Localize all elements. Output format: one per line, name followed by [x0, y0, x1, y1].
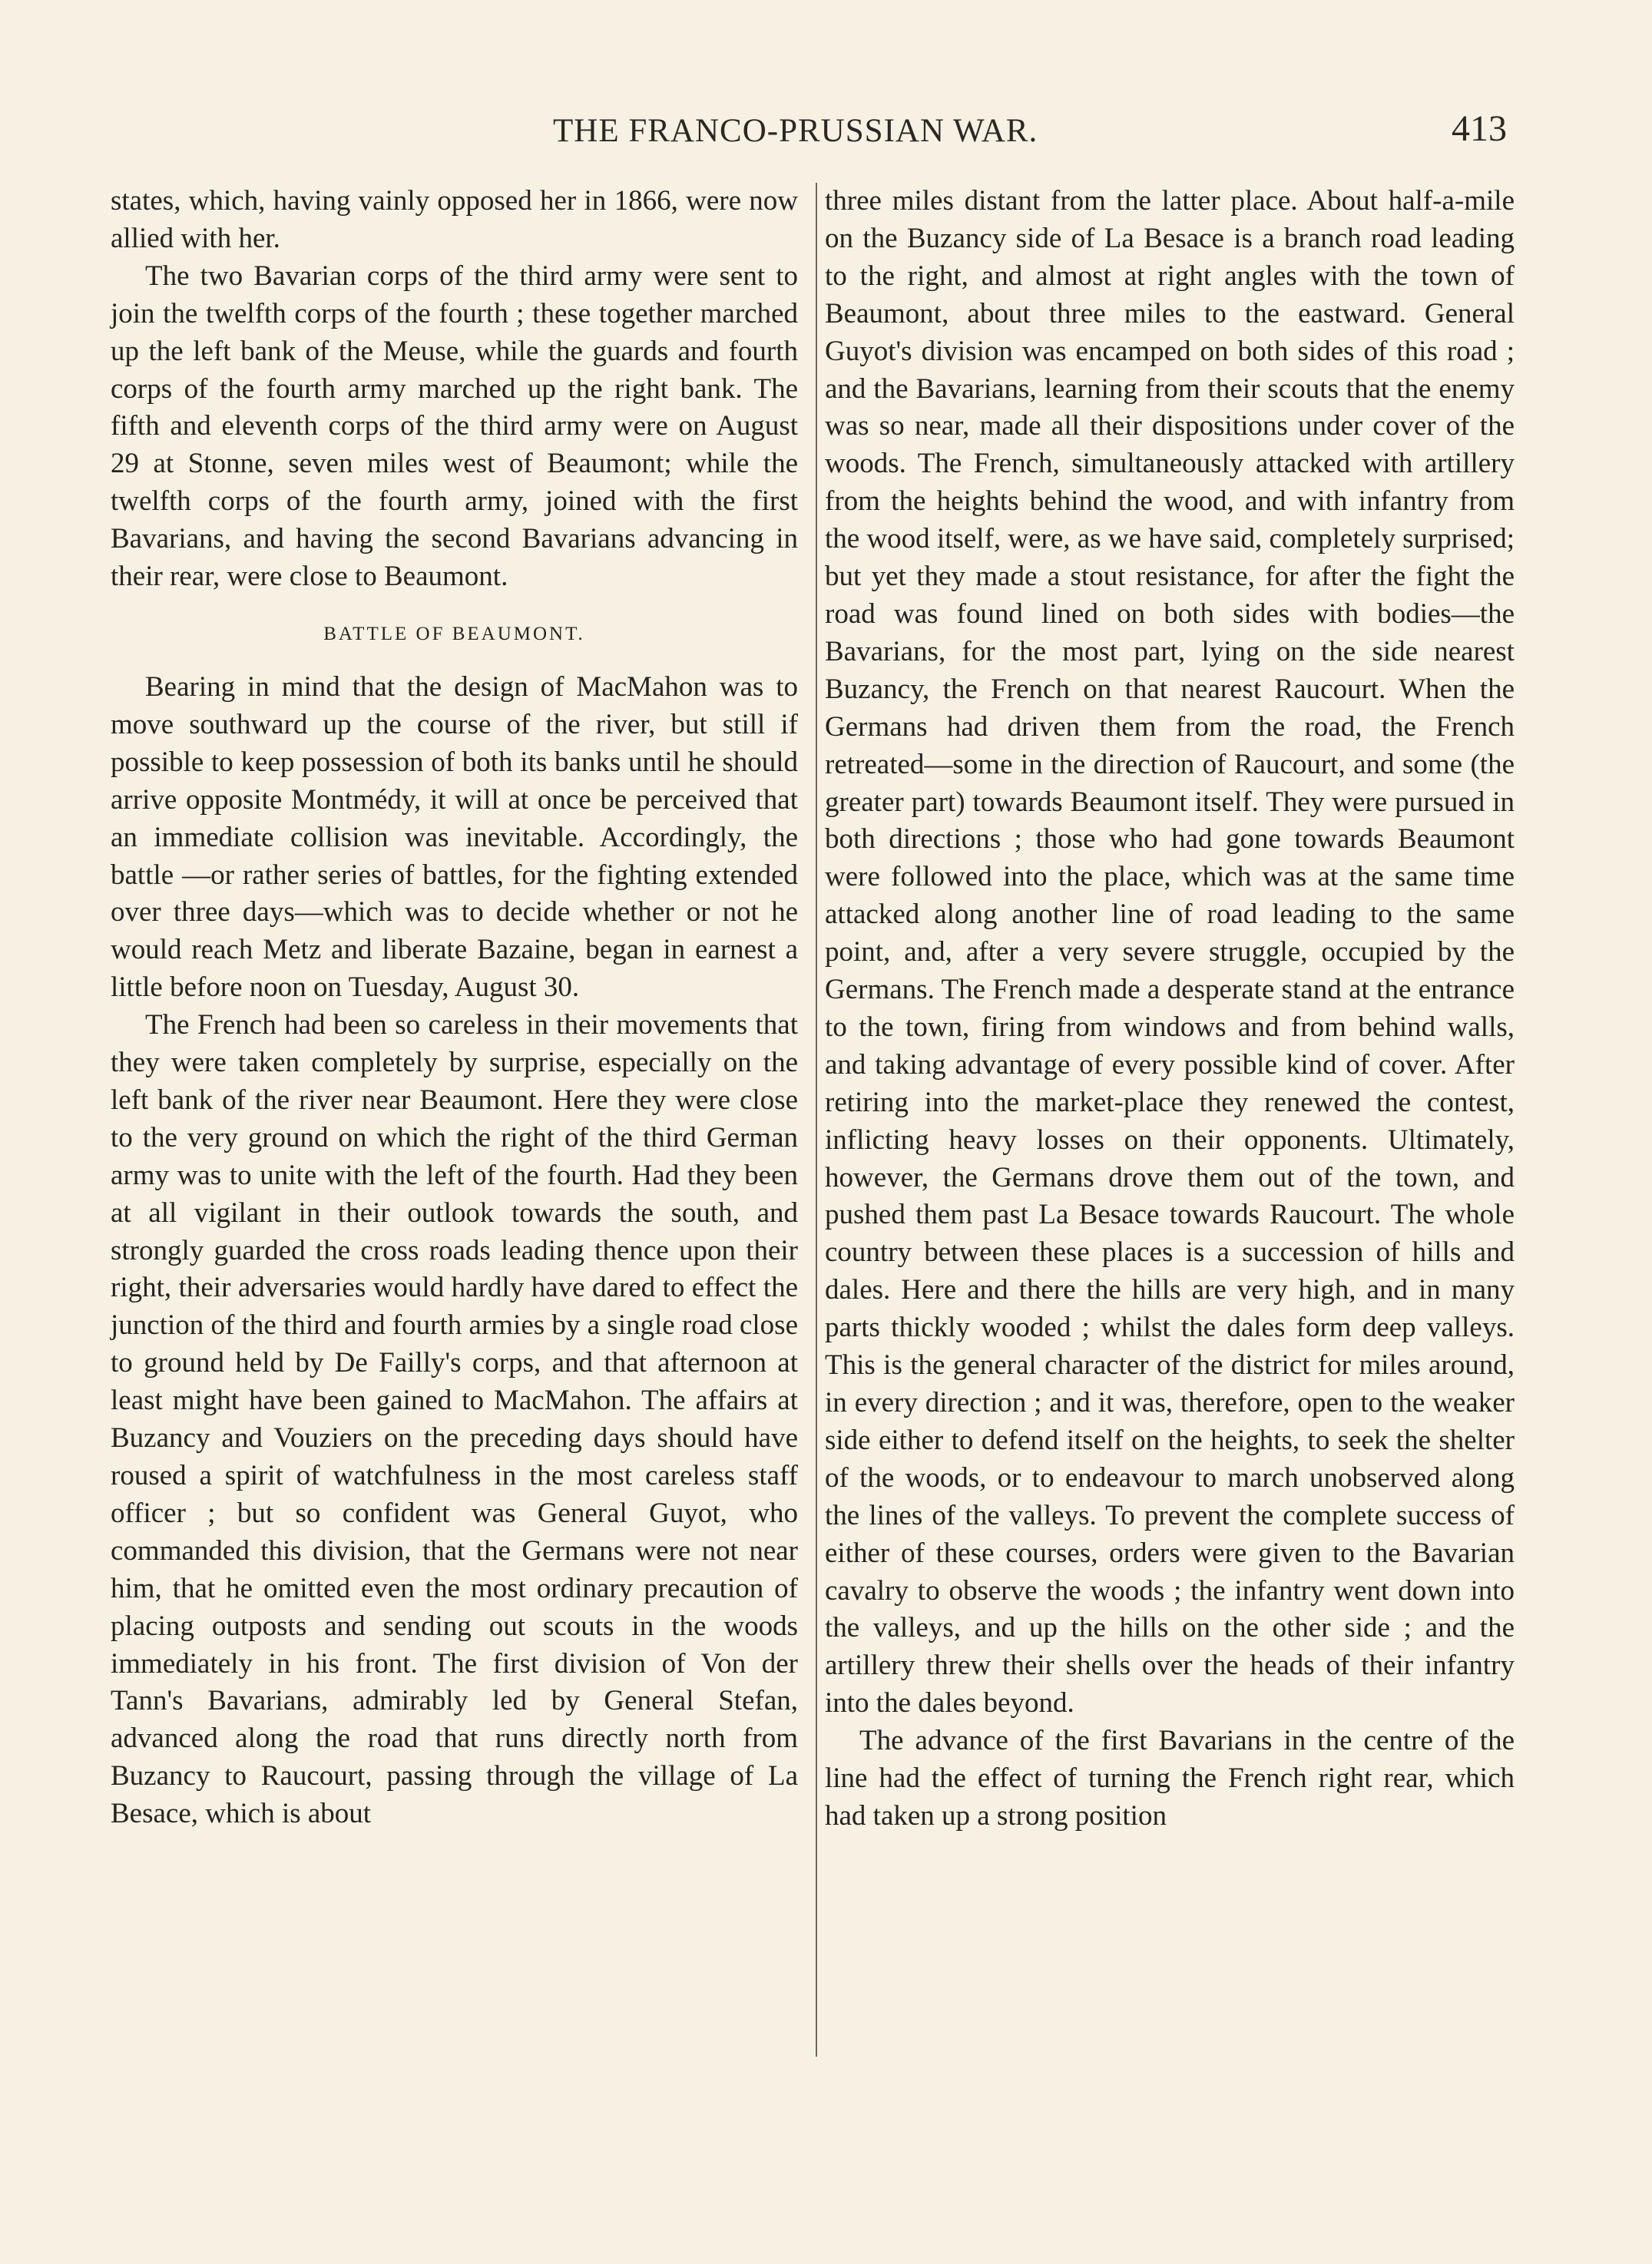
paragraph: The two Bavarian corps of the third army were sent to join the twelfth corps of the fourth ; these together marched up the left bank of the Meuse, while the guards and fourth corps of the fourth army marched up the right bank. The fifth and eleventh corps of the third army were on August 29 at Stonne, seven miles west of Beaumont; while the twelfth corps of the fourth army, joined with the first Bavarians, and having the second Bavarians advancing in their rear, were close to Beaumont.: [111, 260, 798, 593]
right-column: [825, 183, 1515, 1835]
page-number: 413: [1452, 108, 1507, 149]
left-column: [111, 183, 798, 1833]
column-divider: [816, 183, 817, 2057]
running-title: THE FRANCO-PRUSSIAN WAR.: [553, 113, 1038, 149]
section-heading: BATTLE OF BEAUMONT.: [323, 623, 585, 644]
paragraph: The advance of the first Bavarians in the centre of the line had the effect of turning the French right rear, which had taken up a strong position: [825, 1725, 1515, 1832]
paragraph: Bearing in mind that the design of MacMahon was to move southward up the course of the river, but still if possible to keep possession of both its banks until he should arrive opposite Montmédy, it will at once be perceived that an immediate collision was inevitable. Accordingly, the battle —or rather series of battles, for the fighting extended over three days—which was to decide whether or not he would reach Metz and liberate Bazaine, began in earnest a little before noon on Tuesday, August 30.: [111, 670, 798, 1004]
paragraph: three miles distant from the latter place. About half-a-mile on the Buzancy side of La Besace is a branch road leading to the right, and almost at right angles with the town of Beaumont, about three miles to the eastward. General Guyot's division was encamped on both sides of this road ; and the Bavarians, learning from their scouts that the enemy was so near, made all their dispositions under cover of the woods. The French, simultaneously attacked with artillery from the heights behind the wood, and with infantry from the wood itself, were, as we have said, completely surprised; but yet they made a stout resistance, for after the fight the road was found lined on both sides with bodies—the Bavarians, for the most part, lying on the side nearest Buzancy, the French on that nearest Raucourt. When the Germans had driven them from the road, the French retreated—some in the direction of Raucourt, and some (the greater part) towards Beaumont itself. They were pursued in both directions ; those who had gone towards Beaumont were followed into the place, which was at the same time attacked along another line of road leading to the same point, and, after a very severe struggle, occupied by the Germans. The French made a desperate stand at the entrance to the town, firing from windows and from behind walls, and taking advantage of every possible kind of cover. After retiring into the market-place they renewed the contest, inflicting heavy losses on their opponents. Ultimately, however, the Germans drove them out of the town, and pushed them past La Besace towards Raucourt. The whole country between these places is a succession of hills and dales. Here and there the hills are very high, and in many parts thickly wooded ; whilst the dales form deep valleys. This is the general character of the district for miles around, in every direction ; and it was, therefore, open to the weaker side either to defend itself on the heights, to seek the shelter of the woods, or to endeavour to march unobserved along the lines of the valleys. To prevent the complete success of either of these courses, orders were given to the Bavarian cavalry to observe the woods ; the infantry went down into the valleys, and up the hills on the other side ; and the artillery threw their shells over the heads of their infantry into the dales beyond.: [825, 185, 1515, 1720]
paragraph: states, which, having vainly opposed her in 1866, were now allied with her.: [111, 185, 798, 254]
paragraph: The French had been so careless in their movements that they were taken completely by surprise, especially on the left bank of the river near Beaumont. Here they were close to the very ground on which the right of the third German army was to unite with the left of the fourth. Had they been at all vigilant in their outlook towards the south, and strongly guarded the cross roads leading thence upon their right, their adversaries would hardly have dared to effect the junction of the third and fourth armies by a single road close to ground held by De Failly's corps, and that afternoon at least might have been gained to MacMahon. The affairs at Buzancy and Vouziers on the preceding days should have roused a spirit of watchfulness in the most careless staff officer ; but so confident was General Guyot, who commanded this division, that the Germans were not near him, that he omitted even the most ordinary precaution of placing outposts and sending out scouts in the woods immediately in his front. The first division of Von der Tann's Bavarians, admirably led by General Stefan, advanced along the road that runs directly north from Buzancy to Raucourt, passing through the village of La Besace, which is about: [111, 1009, 798, 1830]
